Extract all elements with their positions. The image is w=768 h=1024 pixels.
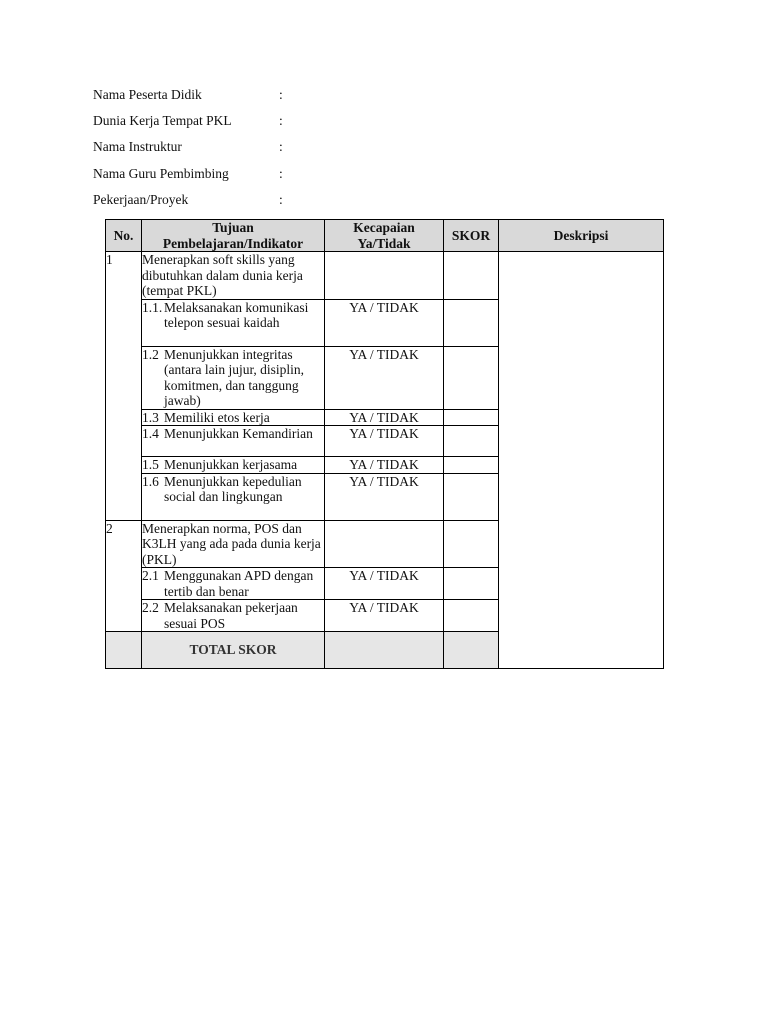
- indicator-number: 1.6: [142, 473, 159, 489]
- indicator-number: 2.2: [142, 600, 159, 615]
- score-cell[interactable]: [444, 520, 499, 568]
- identity-separator: :: [279, 113, 283, 129]
- total-no-cell: [106, 632, 142, 669]
- indicator-number: 1.4: [142, 426, 159, 441]
- identity-label: Nama Instruktur: [93, 139, 182, 155]
- indicator-text: Menunjukkan Kemandirian: [164, 426, 313, 441]
- total-score-label: TOTAL SKOR: [142, 632, 325, 669]
- header-learning-goal-line1: Tujuan: [212, 220, 254, 235]
- identity-label: Pekerjaan/Proyek: [93, 191, 189, 207]
- table-header-row: [106, 220, 664, 252]
- score-cell[interactable]: [444, 457, 499, 474]
- indicator-text: Memiliki etos kerja: [164, 409, 270, 425]
- achievement-option[interactable]: YA / TIDAK: [325, 409, 444, 426]
- indicator-number: 1.1.: [142, 299, 163, 315]
- indicator-cell: [142, 568, 325, 600]
- achievement-cell-empty: [325, 520, 444, 568]
- indicator-number: 1.2: [142, 346, 159, 362]
- indicator-cell: [142, 426, 325, 457]
- header-description: Deskripsi: [499, 220, 664, 252]
- identity-separator: :: [279, 191, 283, 207]
- score-cell[interactable]: [444, 409, 499, 426]
- header-learning-goal: [142, 220, 325, 252]
- indicator-number: 2.1: [142, 568, 159, 583]
- indicator-cell: [142, 457, 325, 474]
- indicator-text: Menggunakan APD dengan tertib dan benar: [164, 568, 314, 599]
- identity-separator: :: [279, 87, 283, 102]
- identity-separator: :: [279, 139, 283, 155]
- total-score-cell[interactable]: [444, 632, 499, 669]
- indicator-text: Menunjukkan integritas (antara lain jujur, disiplin, komitmen, dan tanggung jawab): [164, 346, 305, 408]
- description-cell[interactable]: [499, 252, 664, 669]
- learning-goal: Menerapkan soft skills yang dibutuhkan dalam dunia kerja (tempat PKL): [142, 252, 325, 300]
- learning-goal: Menerapkan norma, POS dan K3LH yang ada pada dunia kerja (PKL): [142, 520, 325, 568]
- score-cell[interactable]: [444, 600, 499, 632]
- achievement-option[interactable]: YA / TIDAK: [325, 426, 444, 457]
- total-achievement-cell: [325, 632, 444, 669]
- score-cell[interactable]: [444, 299, 499, 346]
- indicator-number: 1.5: [142, 457, 159, 472]
- indicator-text: Menunjukkan kepedulian social dan lingkungan: [164, 473, 302, 504]
- indicator-text: Menunjukkan kerjasama: [164, 457, 298, 472]
- indicator-cell: [142, 600, 325, 632]
- achievement-option[interactable]: YA / TIDAK: [325, 568, 444, 600]
- header-score: SKOR: [444, 220, 499, 252]
- header-learning-goal-line2: Pembelajaran/Indikator: [162, 235, 304, 251]
- indicator-cell: [142, 473, 325, 520]
- table-row: [106, 252, 664, 300]
- score-cell[interactable]: [444, 426, 499, 457]
- indicator-cell: [142, 299, 325, 346]
- achievement-option[interactable]: YA / TIDAK: [325, 457, 444, 474]
- achievement-cell-empty: [325, 252, 444, 300]
- indicator-text: Melaksanakan komunikasi telepon sesuai kaidah: [164, 299, 309, 330]
- row-number: 2: [106, 520, 142, 632]
- achievement-option[interactable]: YA / TIDAK: [325, 600, 444, 632]
- score-cell[interactable]: [444, 473, 499, 520]
- indicator-number: 1.3: [142, 409, 159, 425]
- header-no: No.: [106, 220, 142, 252]
- indicator-cell: [142, 346, 325, 409]
- identity-label: Nama Peserta Didik: [93, 87, 202, 102]
- identity-separator: :: [279, 165, 283, 181]
- indicator-text: Melaksanakan pekerjaan sesuai POS: [164, 600, 298, 631]
- score-cell[interactable]: [444, 568, 499, 600]
- identity-label: Nama Guru Pembimbing: [93, 165, 229, 181]
- row-number: 1: [106, 252, 142, 521]
- header-achievement-line1: Kecapaian: [353, 220, 415, 235]
- score-cell[interactable]: [444, 346, 499, 409]
- achievement-option[interactable]: YA / TIDAK: [325, 346, 444, 409]
- achievement-option[interactable]: YA / TIDAK: [325, 473, 444, 520]
- achievement-option[interactable]: YA / TIDAK: [325, 299, 444, 346]
- indicator-cell: [142, 409, 325, 426]
- header-achievement-line2: Ya/Tidak: [357, 235, 411, 251]
- identity-label: Dunia Kerja Tempat PKL: [93, 113, 232, 129]
- score-cell[interactable]: [444, 252, 499, 300]
- header-achievement: [325, 220, 444, 252]
- assessment-table: [105, 219, 664, 669]
